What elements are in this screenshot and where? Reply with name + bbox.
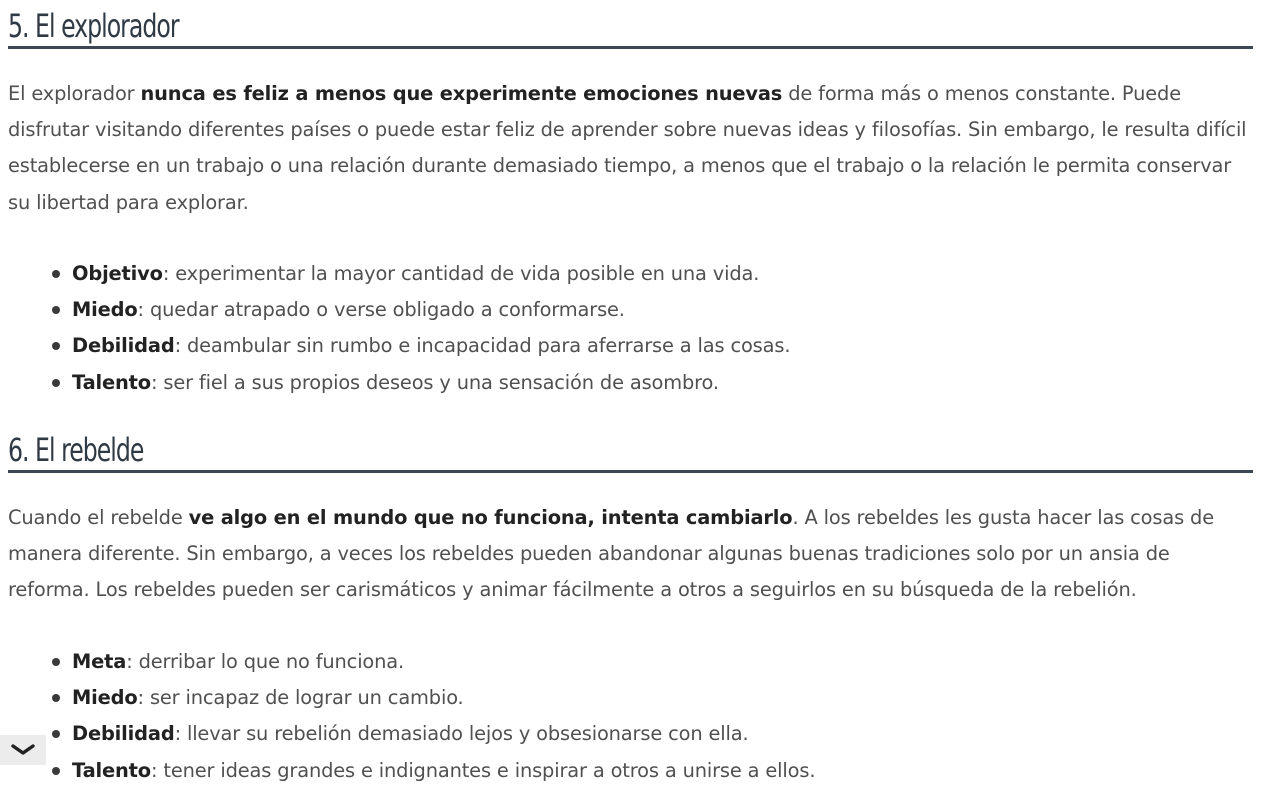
paragraph-emphasis: ve algo en el mundo que no funciona, intenta cambiarlo	[188, 506, 793, 529]
trait-label: Meta	[72, 650, 127, 673]
trait-list-explorador	[72, 256, 790, 401]
trait-text: : deambular sin rumbo e incapacidad para aferrarse a las cosas.	[174, 334, 791, 358]
paragraph-emphasis: nunca es feliz a menos que experimente emociones nuevas	[140, 82, 783, 105]
scroll-toggle-button[interactable]	[0, 735, 46, 765]
list-item	[72, 716, 815, 752]
paragraph-text: Cuando el rebelde	[8, 506, 189, 529]
bullet-icon	[52, 379, 60, 387]
trait-label: Debilidad	[72, 722, 175, 746]
section-paragraph-rebelde	[8, 500, 1253, 609]
bullet-icon	[52, 767, 60, 775]
section-heading-explorador: 5. El explorador	[8, 6, 1253, 49]
list-item	[72, 256, 790, 292]
list-item	[72, 753, 815, 789]
trait-text: : experimentar la mayor cantidad de vida posible en una vida.	[162, 262, 760, 285]
bullet-icon	[52, 342, 60, 350]
list-item	[72, 292, 790, 328]
trait-label: Miedo	[72, 298, 138, 322]
trait-text: : ser fiel a sus propios deseos y una sensación de asombro.	[150, 370, 719, 394]
bullet-icon	[52, 270, 60, 278]
paragraph-text: de forma más o menos constante. Puede disfrutar visitando diferentes países o puede estar feliz de aprender sobre nuevas ideas y filosofías. Sin embargo, le resulta difícil establecerse en un trabajo o una relación durante demasiado tiempo, a menos que el trabajo o la relación le permita conservar su libertad para explorar.	[8, 82, 1247, 214]
trait-text: : derribar lo que no funciona.	[126, 650, 405, 673]
list-item	[72, 680, 815, 716]
trait-text: : llevar su rebelión demasiado lejos y obsesionarse con ella.	[174, 722, 749, 746]
trait-label: Talento	[72, 370, 151, 394]
trait-label: Talento	[72, 758, 151, 782]
trait-list-rebelde	[72, 644, 815, 789]
section-heading-rebelde: 6. El rebelde	[8, 430, 1253, 473]
list-item	[72, 365, 790, 401]
trait-label: Debilidad	[72, 334, 175, 358]
trait-text: : quedar atrapado o verse obligado a conformarse.	[137, 298, 625, 322]
chevron-down-icon	[10, 743, 36, 757]
bullet-icon	[52, 694, 60, 702]
trait-text: : tener ideas grandes e indignantes e inspirar a otros a unirse a ellos.	[150, 758, 816, 782]
trait-text: : ser incapaz de lograr un cambio.	[137, 686, 464, 710]
paragraph-text: El explorador	[8, 82, 141, 105]
list-item	[72, 328, 790, 364]
paragraph-text: . A los rebeldes les gusta hacer las cosas de manera diferente. Sin embargo, a veces los rebeldes pueden abandonar algunas buenas tradiciones solo por un ansia de reforma. Los rebeldes pueden ser carismáticos y animar fácilmente a otros a seguirlos en su búsqueda de la rebelión.	[8, 506, 1214, 602]
bullet-icon	[52, 730, 60, 738]
trait-label: Objetivo	[72, 262, 163, 285]
bullet-icon	[52, 306, 60, 314]
section-paragraph-explorador	[8, 76, 1253, 221]
list-item	[72, 644, 815, 680]
trait-label: Miedo	[72, 686, 138, 710]
bullet-icon	[52, 658, 60, 666]
